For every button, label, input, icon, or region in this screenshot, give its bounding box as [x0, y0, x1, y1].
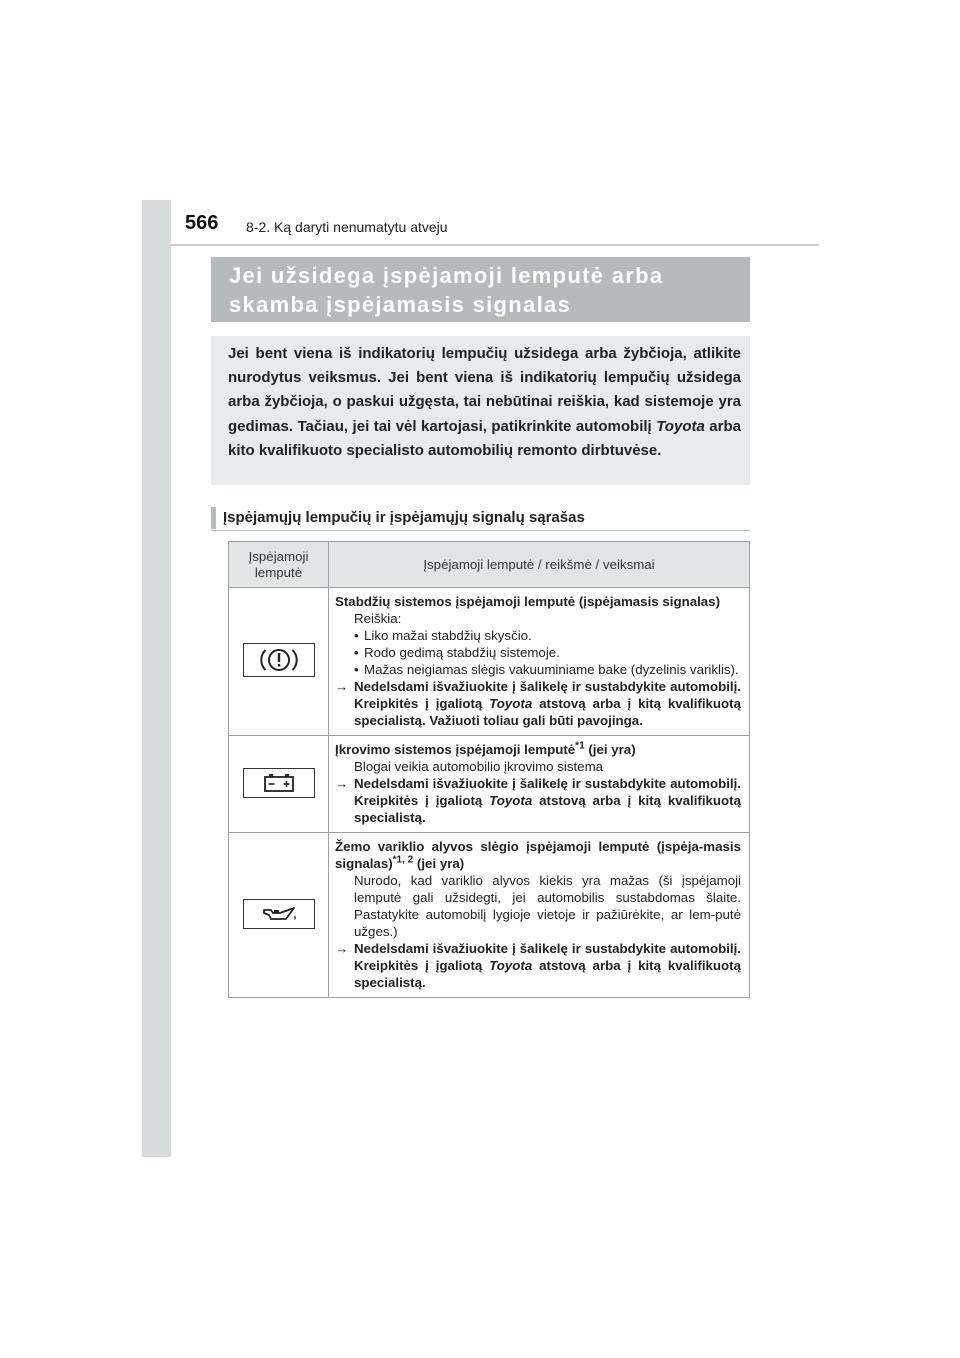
warning-title: [335, 838, 741, 872]
meaning-label: Reiškia:: [354, 611, 402, 626]
side-tab-strip: [142, 200, 171, 1157]
list-item: [335, 644, 741, 661]
table-row: [229, 736, 750, 833]
description-cell: [329, 588, 750, 736]
footnote-mark: *1: [575, 740, 585, 752]
table-row: [229, 833, 750, 998]
bullet-mark: •: [354, 628, 359, 643]
intro-box: [211, 336, 750, 485]
arrow-icon: →: [335, 941, 349, 956]
page-number: 566: [185, 212, 219, 234]
brake-warning-icon: [243, 643, 315, 677]
warning-title-text: Įkrovimo sistemos įspėjamoji lemputė: [335, 742, 576, 757]
bullet-text: Rodo gedimą stabdžių sistemoje.: [364, 645, 560, 660]
action-text: [335, 940, 741, 991]
bullet-text: Liko mažai stabdžių skysčio.: [364, 628, 532, 643]
subheading: [211, 507, 750, 531]
warning-title: [335, 741, 741, 758]
header-divider: [171, 244, 819, 246]
bullet-text: Mažas neigiamas slėgis vakuuminiame bake (dyzelinis variklis).: [364, 662, 739, 677]
action-part: atstovą arba į kitą kvalifikuotą specialistą.: [354, 958, 742, 990]
icon-cell: [229, 736, 329, 833]
col-header-light: Įspėjamoji lemputė: [229, 542, 329, 588]
meaning-text: Nurodo, kad variklio alyvos kiekis yra mažas (ši įspėjamoji lemputė gali užsidegti, jei automobilis sustabdomas šlaite. Pastatykite automobilį lygioje vietoje ir pažiūrėkite, ar lem-putė užges.): [354, 873, 741, 939]
intro-brand: Toyota: [656, 417, 705, 435]
subheading-text: Įspėjamųjų lempučių ir įspėjamųjų signalų sąrašas: [223, 509, 585, 526]
intro-text-part: Jei bent viena iš indikatorių lempučių užsidega arba žybčioja, atlikite nurodytus veiksmus. Jei bent viena iš indikatorių lempučių užsidega arba žybčioja, o paskui užgęsta, tai nebūtinai reiškia, kad sistemoje yra gedimas. Tačiau, jei tai vėl kartojasi, patikrinkite automobilį: [228, 345, 741, 435]
action-part: Nedelsdami išvažiuokite į šalikelę ir sustabdykite automobilį. Kreipkitės į įgaliotą: [354, 941, 741, 973]
table-row: [229, 588, 750, 736]
action-brand: Toyota: [489, 958, 533, 973]
arrow-icon: →: [335, 679, 349, 694]
intro-text-part: arba kito kvalifikuoto specialisto automobilių remonto dirbtuvėse.: [228, 417, 741, 459]
bullet-mark: •: [354, 662, 359, 677]
arrow-icon: →: [335, 776, 349, 791]
footnote-mark: *1, 2: [392, 854, 414, 866]
warning-title-suffix: (jei yra): [584, 742, 636, 757]
action-brand: Toyota: [489, 696, 533, 711]
intro-text: [228, 342, 741, 463]
warning-title-suffix: (jei yra): [413, 856, 465, 871]
meaning-text: Blogai veikia automobilio įkrovimo sistema: [354, 759, 604, 774]
action-part: atstovą arba į kitą kvalifikuotą specialistą.: [354, 793, 742, 825]
oil-pressure-icon: [243, 899, 315, 929]
warning-lights-table: [228, 541, 750, 998]
warning-title-text: Žemo variklio alyvos slėgio įspėjamoji lemputė (įspėja-masis signalas): [335, 839, 741, 871]
page-title-box: [211, 257, 750, 322]
action-text: [335, 775, 741, 826]
action-brand: Toyota: [489, 793, 533, 808]
description-cell: [329, 833, 750, 998]
action-text: [335, 678, 741, 729]
warning-title: Stabdžių sistemos įspėjamoji lemputė (įspėjamasis signalas): [335, 594, 720, 609]
icon-cell: [229, 833, 329, 998]
description-cell: [329, 736, 750, 833]
icon-cell: [229, 588, 329, 736]
subheading-bar: [211, 507, 216, 529]
action-part: Nedelsdami išvažiuokite į šalikelę ir sustabdykite automobilį. Kreipkitės į įgaliotą: [354, 679, 741, 711]
action-part: atstovą arba į kitą kvalifikuotą specialistą. Važiuoti toliau gali būti pavojinga.: [354, 696, 742, 728]
bullet-mark: •: [354, 645, 359, 660]
col-header-description: Įspėjamoji lemputė / reikšmė / veiksmai: [329, 542, 750, 588]
table-header-row: [229, 542, 750, 588]
list-item: [335, 661, 741, 678]
section-title: 8-2. Ką daryti nenumatytu atveju: [246, 219, 448, 235]
page-title-line-1: Jei užsidega įspėjamoji lemputė arba: [229, 263, 664, 288]
battery-charging-icon: [243, 768, 315, 798]
page-title-line-2: skamba įspėjamasis signalas: [229, 292, 572, 317]
action-part: Nedelsdami išvažiuokite į šalikelę ir sustabdykite automobilį. Kreipkitės į įgaliotą: [354, 776, 741, 808]
list-item: [335, 627, 741, 644]
